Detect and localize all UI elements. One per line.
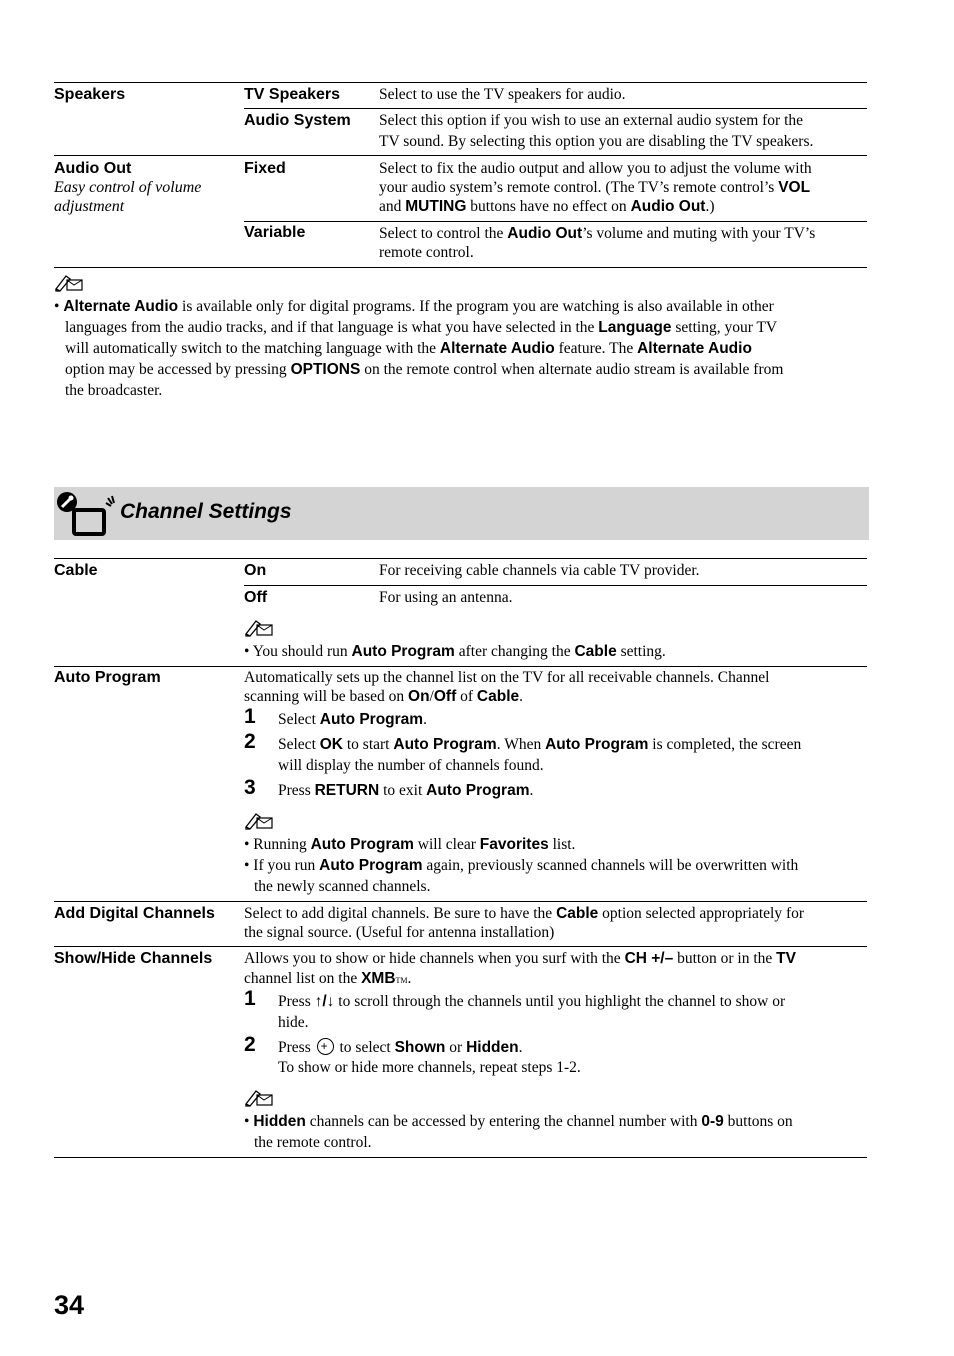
audio-out-subtitle-2: adjustment: [54, 198, 125, 215]
note-pencil-icon: [244, 1087, 274, 1107]
off-desc: For using an antenna.: [379, 589, 513, 606]
tv-speakers-desc: Select to use the TV speakers for audio.: [379, 86, 626, 103]
fixed-desc: Select to fix the audio output and allow you to adjust the volume with: [379, 160, 812, 177]
row-rule: [54, 946, 867, 947]
step-text: Select OK to start Auto Program. When Auto Program is completed, the screen: [278, 736, 802, 753]
audio-system-desc-2: TV sound. By selecting this option you are disabling the TV speakers.: [379, 133, 814, 150]
row-rule: [244, 221, 867, 222]
cable-label: Cable: [54, 562, 98, 579]
step-number: 1: [244, 987, 256, 1010]
show-hide-note: • Hidden channels can be accessed by entering the channel number with 0-9 buttons on: [244, 1113, 793, 1130]
audio-system-desc: Select this option if you wish to use an external audio system for the: [379, 112, 804, 129]
variable-label: Variable: [244, 224, 306, 241]
step-number: 3: [244, 776, 256, 799]
auto-program-label: Auto Program: [54, 669, 161, 686]
row-rule: [54, 155, 867, 156]
speakers-label: Speakers: [54, 86, 126, 103]
fixed-desc-3: and MUTING buttons have no effect on Audio Out.): [379, 198, 715, 215]
row-rule: [244, 108, 867, 109]
add-digital-desc-2: the signal source. (Useful for antenna installation): [244, 924, 555, 941]
add-digital-desc: Select to add digital channels. Be sure to have the Cable option selected appropriately for: [244, 905, 805, 922]
table-bottom-rule: [54, 1157, 867, 1158]
channel-settings-icon: [56, 490, 120, 540]
section-title: Channel Settings: [120, 500, 292, 523]
on-desc: For receiving cable channels via cable TV provider.: [379, 562, 700, 579]
step-text: Press + to select Shown or Hidden.: [278, 1037, 522, 1058]
step-text-2: To show or hide more channels, repeat steps 1-2.: [278, 1059, 581, 1076]
page-number: 34: [54, 1290, 85, 1320]
table-top-rule: [54, 558, 867, 559]
show-hide-note-2: the remote control.: [254, 1134, 372, 1151]
note-pencil-icon: [244, 810, 274, 830]
on-label: On: [244, 562, 267, 579]
row-rule: [244, 585, 867, 586]
fixed-label: Fixed: [244, 160, 286, 177]
note-pencil-icon: [54, 272, 84, 292]
audio-system-label: Audio System: [244, 112, 351, 129]
auto-note-2: the newly scanned channels.: [254, 878, 431, 895]
cable-note: • You should run Auto Program after changing the Cable setting.: [244, 643, 666, 660]
audio-out-label: Audio Out: [54, 160, 132, 177]
add-digital-label: Add Digital Channels: [54, 905, 215, 922]
table-bottom-rule: [54, 267, 867, 268]
audio-out-subtitle: Easy control of volume: [54, 179, 202, 196]
auto-program-desc: Automatically sets up the channel list on the TV for all receivable channels. Channel: [244, 669, 770, 686]
table-top-rule: [54, 82, 867, 83]
show-hide-label: Show/Hide Channels: [54, 950, 213, 967]
step-text: Press ↑/↓ to scroll through the channels until you highlight the channel to show or: [278, 993, 786, 1010]
show-hide-desc-2: channel list on the XMBTM.: [244, 970, 412, 987]
note-pencil-icon: [244, 617, 274, 637]
auto-note: • If you run Auto Program again, previously scanned channels will be overwritten with: [244, 857, 799, 874]
step-text: Press RETURN to exit Auto Program.: [278, 782, 534, 799]
fixed-desc-2: your audio system’s remote control. (The TV’s remote control’s VOL: [379, 179, 811, 196]
note-line: will automatically switch to the matching language with the Alternate Audio feature. The Alternate Audio: [65, 340, 752, 357]
show-hide-desc: Allows you to show or hide channels when you surf with the CH +/– button or in the TV: [244, 950, 796, 967]
select-button-icon: [317, 1038, 334, 1055]
off-label: Off: [244, 589, 268, 606]
step-number: 2: [244, 730, 256, 753]
step-text-2: hide.: [278, 1014, 309, 1031]
variable-desc-2: remote control.: [379, 244, 474, 261]
note-line: languages from the audio tracks, and if that language is what you have selected in the Language setting, your TV: [65, 319, 778, 336]
auto-program-desc-2: scanning will be based on On/Off of Cable.: [244, 688, 524, 705]
tv-speakers-label: TV Speakers: [244, 86, 341, 103]
row-rule: [54, 901, 867, 902]
step-number: 1: [244, 705, 256, 728]
step-number: 2: [244, 1033, 256, 1056]
variable-desc: Select to control the Audio Out’s volume and muting with your TV’s: [379, 225, 816, 242]
note-line: option may be accessed by pressing OPTIONS on the remote control when alternate audio stream is available from: [65, 361, 784, 378]
auto-note: • Running Auto Program will clear Favorites list.: [244, 836, 576, 853]
note-line: • Alternate Audio is available only for digital programs. If the program you are watching is also available in other: [54, 298, 774, 315]
step-text-2: will display the number of channels found.: [278, 757, 544, 774]
step-text: Select Auto Program.: [278, 711, 427, 728]
note-line: the broadcaster.: [65, 382, 163, 399]
